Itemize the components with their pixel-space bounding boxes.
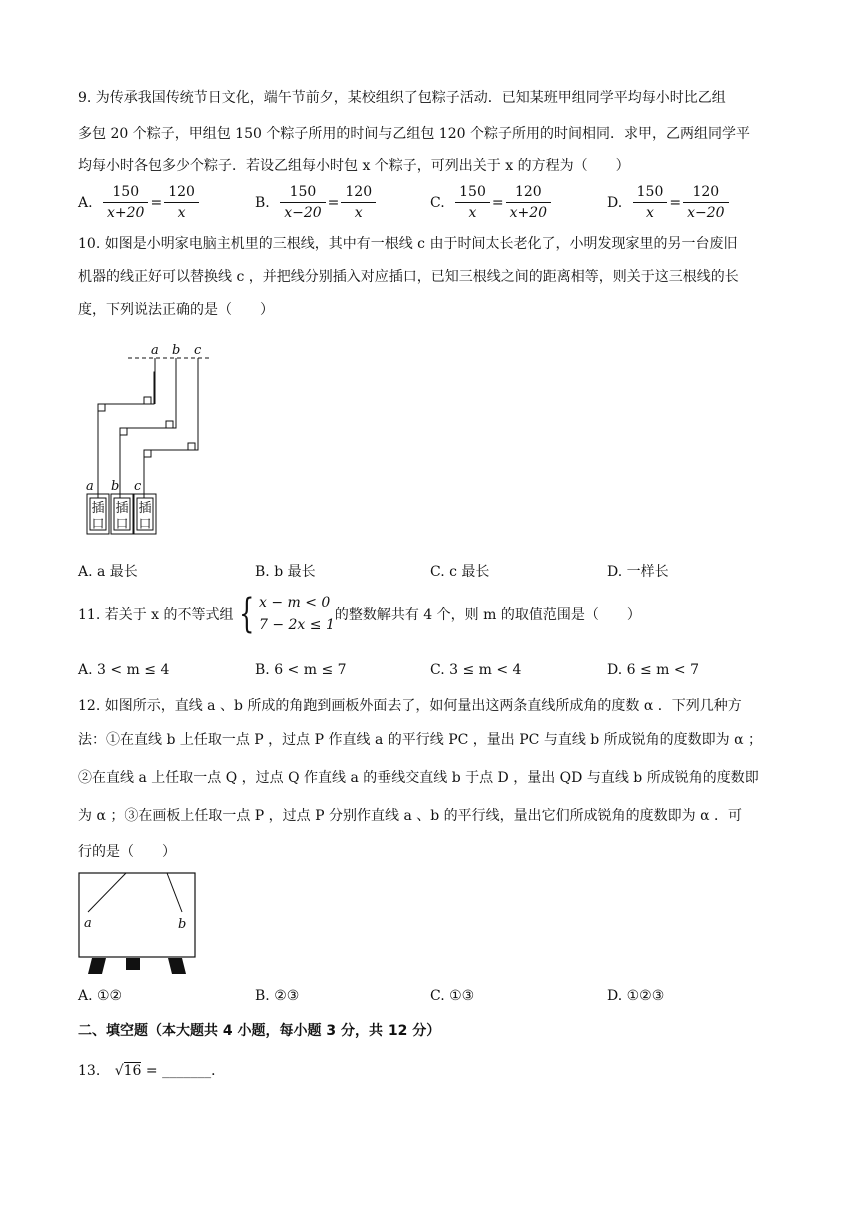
bottom-label-a: a [86, 479, 94, 494]
q9-line-2: 多包 20 个粽子，甲组包 150 个粽子所用的时间与乙组包 120 个粽子所用的时间相同．求甲，乙两组同学平 [78, 126, 750, 142]
q11-option-d[interactable]: D. 6 ≤ m < 7 [607, 662, 699, 678]
bottom-label-c: c [134, 479, 142, 494]
socket-c-text-1: 插 [138, 501, 152, 516]
line-a [88, 873, 126, 912]
q9-option-b[interactable]: B. $\frac{150}{x-20}$ = $\frac{120}{x}$ [255, 182, 376, 223]
q11-option-a[interactable]: A. 3 < m ≤ 4 [78, 662, 170, 678]
q11-option-b[interactable]: B. 6 < m ≤ 7 [255, 662, 347, 678]
q11-inequality-2: 7 − 2x ≤ 1 [258, 617, 335, 633]
board-leg-right [168, 958, 186, 974]
right-angle-mark [98, 404, 105, 411]
drawing-board [79, 873, 195, 957]
right-angle-mark [144, 450, 151, 457]
q10-line-3: 度，下列说法正确的是（ ） [78, 302, 274, 318]
q12-option-b[interactable]: B. ②③ [255, 988, 300, 1004]
q9-option-a[interactable]: A. $\frac{150}{x+20}$ = $\frac{120}{x}$ [78, 182, 199, 223]
top-label-b: b [172, 343, 181, 358]
sqrt-icon: √ [114, 1063, 124, 1079]
q13-prefix: 13. [78, 1063, 101, 1079]
top-label-c: c [194, 343, 202, 358]
q12-line-4: 为 α ；③在画板上任取一点 P ，过点 P 分别作直线 a 、b 的平行线，量出它们所成锐角的度数即为 α ．可 [78, 808, 743, 824]
bottom-label-b: b [111, 479, 120, 494]
q11-prefix: 11. 若关于 x 的不等式组 [78, 607, 234, 623]
label-a: a [84, 916, 92, 931]
q12-line-3: ②在直线 a 上任取一点 Q ，过点 Q 作直线 a 的垂线交直线 b 于点 D ，量出 QD 与直线 b 所成锐角的度数即 [78, 770, 759, 786]
q10-line-2: 机器的线正好可以替换线 c ，并把线分别插入对应插口，已知三根线之间的距离相等，则关于这三根线的长 [78, 269, 739, 285]
q10-option-c[interactable]: C. c 最长 [430, 564, 490, 580]
socket-b-text-2: 口 [115, 517, 129, 532]
q9-line-1: 9. 为传承我国传统节日文化，端午节前夕，某校组织了包粽子活动．已知某班甲组同学平均每小时比乙组 [78, 90, 726, 106]
socket-b-text-1: 插 [115, 501, 129, 516]
q13-answer-blank[interactable]: = _______． [145, 1063, 226, 1079]
q10-line-1: 10. 如图是小明家电脑主机里的三根线，其中有一根线 c 由于时间太长老化了，小明发现家里的另一台废旧 [78, 236, 738, 252]
q10-option-d[interactable]: D. 一样长 [607, 564, 669, 580]
section-2-title: 二、填空题（本大题共 4 小题，每小题 3 分，共 12 分） [78, 1023, 441, 1039]
q13-radicand: 16 [123, 1063, 142, 1079]
right-angle-mark [144, 397, 151, 404]
q11-inequality-1: x − m < 0 [258, 595, 331, 611]
q10-wires-figure [78, 338, 238, 538]
label-b: b [178, 917, 187, 932]
q12-option-a[interactable]: A. ①② [78, 988, 123, 1004]
socket-a-text-1: 插 [91, 501, 105, 516]
q9-option-c[interactable]: C. $\frac{150}{x}$ = $\frac{120}{x+20}$ [430, 182, 551, 223]
line-b [167, 873, 182, 912]
q9-line-3: 均每小时各包多少个粽子．若设乙组每小时包 x 个粽子，可列出关于 x 的方程为（ ） [78, 158, 630, 174]
q12-line-5: 行的是（ ） [78, 844, 176, 860]
q10-option-b[interactable]: B. b 最长 [255, 564, 316, 580]
right-angle-mark [166, 421, 173, 428]
q12-option-c[interactable]: C. ①③ [430, 988, 475, 1004]
board-leg-left [88, 958, 106, 974]
q11-stem [78, 592, 641, 636]
q11-option-c[interactable]: C. 3 ≤ m < 4 [430, 662, 522, 678]
board-leg-middle [126, 958, 140, 970]
right-angle-mark [188, 443, 195, 450]
q11-suffix: 的整数解共有 4 个，则 m 的取值范围是（ ） [334, 607, 641, 623]
socket-c-text-2: 口 [138, 517, 152, 532]
q12-line-2: 法：①在直线 b 上任取一点 P ，过点 P 作直线 a 的平行线 PC ，量出 PC 与直线 b 所成锐角的度数即为 α ； [78, 732, 763, 748]
q12-line-1: 12. 如图所示，直线 a 、b 所成的角跑到画板外面去了，如何量出这两条直线所成角的度数 α ．下列几种方 [78, 698, 742, 714]
q9-option-d[interactable]: D. $\frac{150}{x}$ = $\frac{120}{x-20}$ [607, 182, 729, 223]
right-angle-mark [120, 428, 127, 435]
brace-icon: { [238, 591, 254, 637]
top-label-a: a [151, 343, 159, 358]
q10-option-a[interactable]: A. a 最长 [78, 564, 138, 580]
q12-drawing-board-figure [78, 870, 200, 978]
socket-a-text-2: 口 [91, 517, 105, 532]
q12-option-d[interactable]: D. ①②③ [607, 988, 665, 1004]
q13-stem [78, 1060, 225, 1080]
